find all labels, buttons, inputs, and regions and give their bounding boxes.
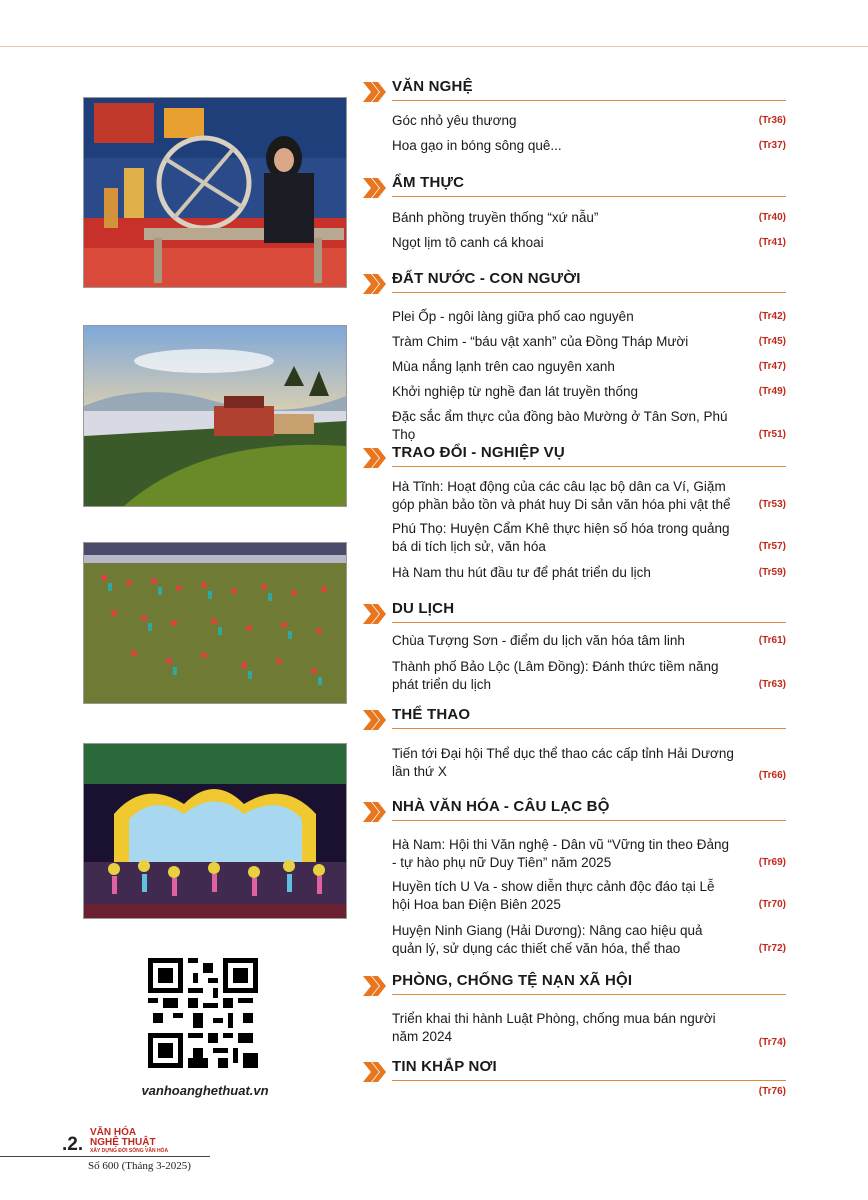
toc-entry[interactable]: [392, 632, 786, 650]
issue-info: Số 600 (Tháng 3-2025): [88, 1160, 191, 1172]
toc-entry[interactable]: [392, 922, 786, 958]
toc-entry-page: (Tr45): [758, 336, 786, 347]
photo-highland: [83, 325, 347, 507]
website-url[interactable]: vanhoanghethuat.vn: [141, 1083, 269, 1098]
toc-entry-title: Plei Ốp - ngôi làng giữa phố cao nguyên: [392, 309, 634, 324]
section-title: DU LỊCH: [392, 600, 455, 617]
toc-entry-title: Hà Nam: Hội thi Văn nghệ - Dân vũ “Vững tin theo Đảng - tự hào phụ nữ Duy Tiên” năm 2025: [392, 837, 729, 870]
section-rule: [392, 196, 786, 197]
logo-line1: VĂN HÓA: [90, 1127, 137, 1138]
toc-entry-title: Đặc sắc ẩm thực của đồng bào Mường ở Tân Sơn, Phú Thọ: [392, 409, 728, 442]
photo-dance: [83, 542, 347, 704]
chevron-right-icon: [362, 176, 388, 200]
toc-entry-page: (Tr53): [758, 499, 786, 510]
magazine-logo: [90, 1128, 210, 1155]
section-title: THỂ THAO: [392, 706, 471, 723]
toc-entry[interactable]: [392, 112, 786, 130]
toc-entry[interactable]: [392, 1083, 786, 1101]
section-rule: [392, 622, 786, 623]
toc-entry[interactable]: [392, 1010, 786, 1052]
toc-entry-page: (Tr74): [758, 1037, 786, 1048]
toc-entry-page: (Tr40): [758, 212, 786, 223]
toc-entry-title: Huyện Ninh Giang (Hải Dương): Nâng cao hiệu quả quản lý, sử dụng các thiết chế văn hóa, thể thao: [392, 923, 703, 956]
toc-entry-page: (Tr61): [758, 635, 786, 646]
toc-entry-title: Triển khai thi hành Luật Phòng, chống mua bán người năm 2024: [392, 1011, 716, 1044]
section-title: VĂN NGHỆ: [392, 78, 473, 95]
page-number: .2.: [62, 1134, 84, 1155]
toc-entry[interactable]: [392, 333, 786, 351]
toc-entry-page: (Tr63): [758, 679, 786, 690]
toc-entry-title: Hà Nam thu hút đầu tư để phát triển du lịch: [392, 565, 651, 580]
logo-line2: NGHỆ THUẬT: [90, 1137, 156, 1148]
qr-code[interactable]: [148, 958, 258, 1068]
toc-entry-title: Góc nhỏ yêu thương: [392, 113, 517, 128]
chevron-right-icon: [362, 80, 388, 104]
toc-entry-page: (Tr37): [758, 140, 786, 151]
toc-entry-title: Phú Thọ: Huyện Cẩm Khê thực hiện số hóa trong quảng bá di tích lịch sử, văn hóa: [392, 521, 730, 554]
chevron-right-icon: [362, 800, 388, 824]
section-rule: [392, 728, 786, 729]
toc-entry-page: (Tr59): [758, 567, 786, 578]
chevron-right-icon: [362, 974, 388, 998]
toc-entry-page: (Tr42): [758, 311, 786, 322]
chevron-right-icon: [362, 708, 388, 732]
toc-entry[interactable]: [392, 658, 786, 694]
toc-entry[interactable]: [392, 878, 786, 914]
section-rule: [392, 100, 786, 101]
section-title: NHÀ VĂN HÓA - CÂU LẠC BỘ: [392, 798, 610, 815]
section-title: TRAO ĐỔI - NGHIỆP VỤ: [392, 444, 565, 461]
toc-entry-title: Khởi nghiệp từ nghề đan lát truyền thống: [392, 384, 639, 399]
toc-entry-page: (Tr41): [758, 237, 786, 248]
toc-entry-page: (Tr72): [758, 943, 786, 954]
toc-entry-title: Tiến tới Đại hội Thể dục thể thao các cấp tỉnh Hải Dương lần thứ X: [392, 746, 734, 779]
section-rule: [392, 1080, 786, 1081]
toc-entry[interactable]: [392, 234, 786, 252]
toc-entry[interactable]: [392, 836, 786, 872]
toc-entry-title: Hoa gạo in bóng sông quê...: [392, 138, 562, 153]
toc-entry[interactable]: [392, 383, 786, 401]
toc-entry-title: Bánh phồng truyền thống “xứ nẫu”: [392, 210, 599, 225]
chevron-right-icon: [362, 446, 388, 470]
toc-entry[interactable]: [392, 408, 786, 444]
toc-entry-title: Thành phố Bảo Lộc (Lâm Đồng): Đánh thức tiềm năng phát triển du lịch: [392, 659, 719, 692]
photo-stage: [83, 743, 347, 919]
logo-tagline: XÂY DỰNG ĐỜI SỐNG VĂN HÓA: [90, 1148, 169, 1154]
toc-entry-title: Mùa nắng lạnh trên cao nguyên xanh: [392, 359, 615, 374]
footer-rule: [0, 1156, 210, 1157]
toc-entry-title: Ngọt lịm tô canh cá khoai: [392, 235, 544, 250]
toc-entry[interactable]: [392, 137, 786, 155]
toc-entry[interactable]: [392, 209, 786, 227]
toc-entry-title: Huyền tích U Va - show diễn thực cảnh độc đáo tại Lễ hội Hoa ban Điện Biên 2025: [392, 879, 715, 912]
chevron-right-icon: [362, 602, 388, 626]
toc-entry-page: (Tr76): [758, 1086, 786, 1097]
section-title: ĐẤT NƯỚC - CON NGƯỜI: [392, 270, 581, 287]
toc-entry-page: (Tr69): [758, 857, 786, 868]
section-rule: [392, 292, 786, 293]
toc-entry-page: (Tr51): [758, 429, 786, 440]
toc-entry-page: (Tr49): [758, 386, 786, 397]
toc-entry[interactable]: [392, 520, 786, 556]
top-rule: [0, 46, 868, 47]
toc-entry-title: Tràm Chim - “báu vật xanh” của Đồng Tháp Mười: [392, 334, 689, 349]
toc-entry-title: Hà Tĩnh: Hoạt động của các câu lạc bộ dân ca Ví, Giặm góp phần bảo tồn và phát huy Di sản văn hóa phi vật thể: [392, 479, 731, 512]
section-title: PHÒNG, CHỐNG TỆ NẠN XÃ HỘI: [392, 972, 633, 989]
toc-entry[interactable]: [392, 745, 786, 785]
toc-entry-page: (Tr57): [758, 541, 786, 552]
section-rule: [392, 820, 786, 821]
toc-entry[interactable]: [392, 308, 786, 326]
toc-entry-page: (Tr66): [758, 770, 786, 781]
toc-entry[interactable]: [392, 478, 786, 514]
toc-entry-page: (Tr36): [758, 115, 786, 126]
photo-weaving: [83, 97, 347, 288]
section-rule: [392, 466, 786, 467]
toc-entry[interactable]: [392, 358, 786, 376]
chevron-right-icon: [362, 1060, 388, 1084]
toc-entry-page: (Tr70): [758, 899, 786, 910]
section-title: TIN KHẮP NƠI: [392, 1058, 497, 1075]
section-rule: [392, 994, 786, 995]
toc-entry-title: Chùa Tượng Sơn - điểm du lịch văn hóa tâm linh: [392, 633, 685, 648]
section-title: ẨM THỰC: [392, 174, 465, 191]
chevron-right-icon: [362, 272, 388, 296]
toc-entry[interactable]: [392, 564, 786, 582]
toc-entry-page: (Tr47): [758, 361, 786, 372]
